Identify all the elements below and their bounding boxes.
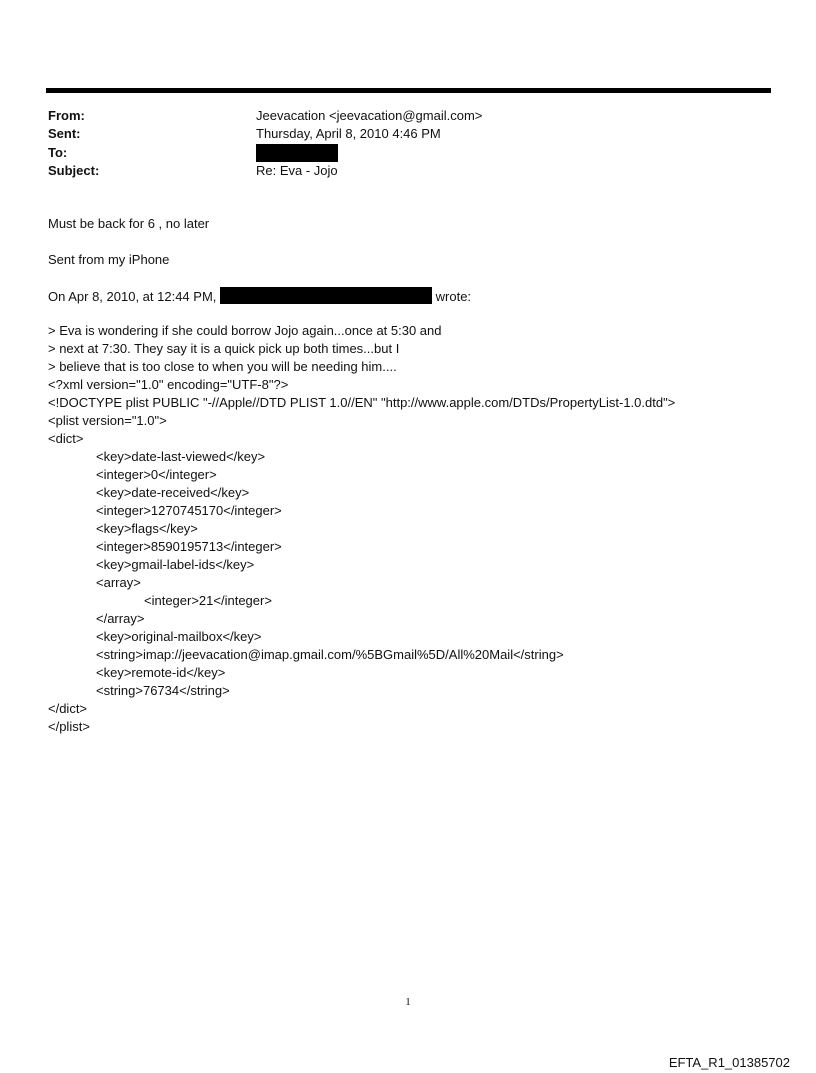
redaction-box — [220, 287, 432, 304]
plist-line: <integer>1270745170</integer> — [96, 503, 282, 518]
attribution-line — [48, 287, 471, 306]
plist-line: <integer>0</integer> — [96, 467, 217, 482]
plist-line: <key>original-mailbox</key> — [96, 629, 262, 644]
sent-label: Sent: — [48, 126, 81, 141]
body-line-2: Sent from my iPhone — [48, 252, 170, 267]
body-line-1: Must be back for 6 , no later — [48, 216, 210, 231]
plist-line: </dict> — [48, 701, 88, 716]
plist-line: <array> — [96, 575, 141, 590]
subject-label: Subject: — [48, 163, 100, 178]
quoted-message — [48, 322, 675, 736]
from-value: Jeevacation <jeevacation@gmail.com> — [256, 108, 483, 123]
to-label: To: — [48, 145, 68, 160]
from-label: From: — [48, 108, 85, 123]
plist-line: <key>gmail-label-ids</key> — [96, 557, 255, 572]
quoted-line: > Eva is wondering if she could borrow Jojo again...once at 5:30 and — [48, 323, 442, 338]
plist-line: <string>76734</string> — [96, 683, 230, 698]
plist-line: <string>imap://jeevacation@imap.gmail.com/%5BGmail%5D/All%20Mail</string> — [96, 647, 564, 662]
plist-line: <integer>8590195713</integer> — [96, 539, 282, 554]
plist-line: <dict> — [48, 431, 84, 446]
plist-line: <integer>21</integer> — [144, 593, 272, 608]
to-value-redaction — [256, 144, 338, 162]
plist-line: <key>remote-id</key> — [96, 665, 226, 680]
quoted-line: > believe that is too close to when you will be needing him.... — [48, 359, 397, 374]
plist-line: </plist> — [48, 719, 90, 734]
plist-line: <key>date-last-viewed</key> — [96, 449, 266, 464]
plist-line: </array> — [96, 611, 145, 626]
plist-line: <!DOCTYPE plist PUBLIC "-//Apple//DTD PLIST 1.0//EN" "http://www.apple.com/DTDs/PropertyList-1.0.dtd"> — [48, 395, 676, 410]
page-number: 1 — [405, 996, 411, 1008]
attribution-suffix: wrote: — [435, 289, 472, 304]
subject-value: Re: Eva - Jojo — [256, 163, 338, 178]
sent-value: Thursday, April 8, 2010 4:46 PM — [256, 126, 441, 141]
plist-line: <plist version="1.0"> — [48, 413, 167, 428]
plist-line: <key>date-received</key> — [96, 485, 250, 500]
quoted-line: > next at 7:30. They say it is a quick pick up both times...but I — [48, 341, 400, 356]
bates-number: EFTA_R1_01385702 — [668, 1055, 790, 1070]
plist-line: <?xml version="1.0" encoding="UTF-8"?> — [48, 377, 289, 392]
header-rule — [46, 88, 771, 93]
redaction-box — [256, 144, 338, 162]
plist-line: <key>flags</key> — [96, 521, 198, 536]
attribution-prefix: On Apr 8, 2010, at 12:44 PM, — [48, 289, 217, 304]
